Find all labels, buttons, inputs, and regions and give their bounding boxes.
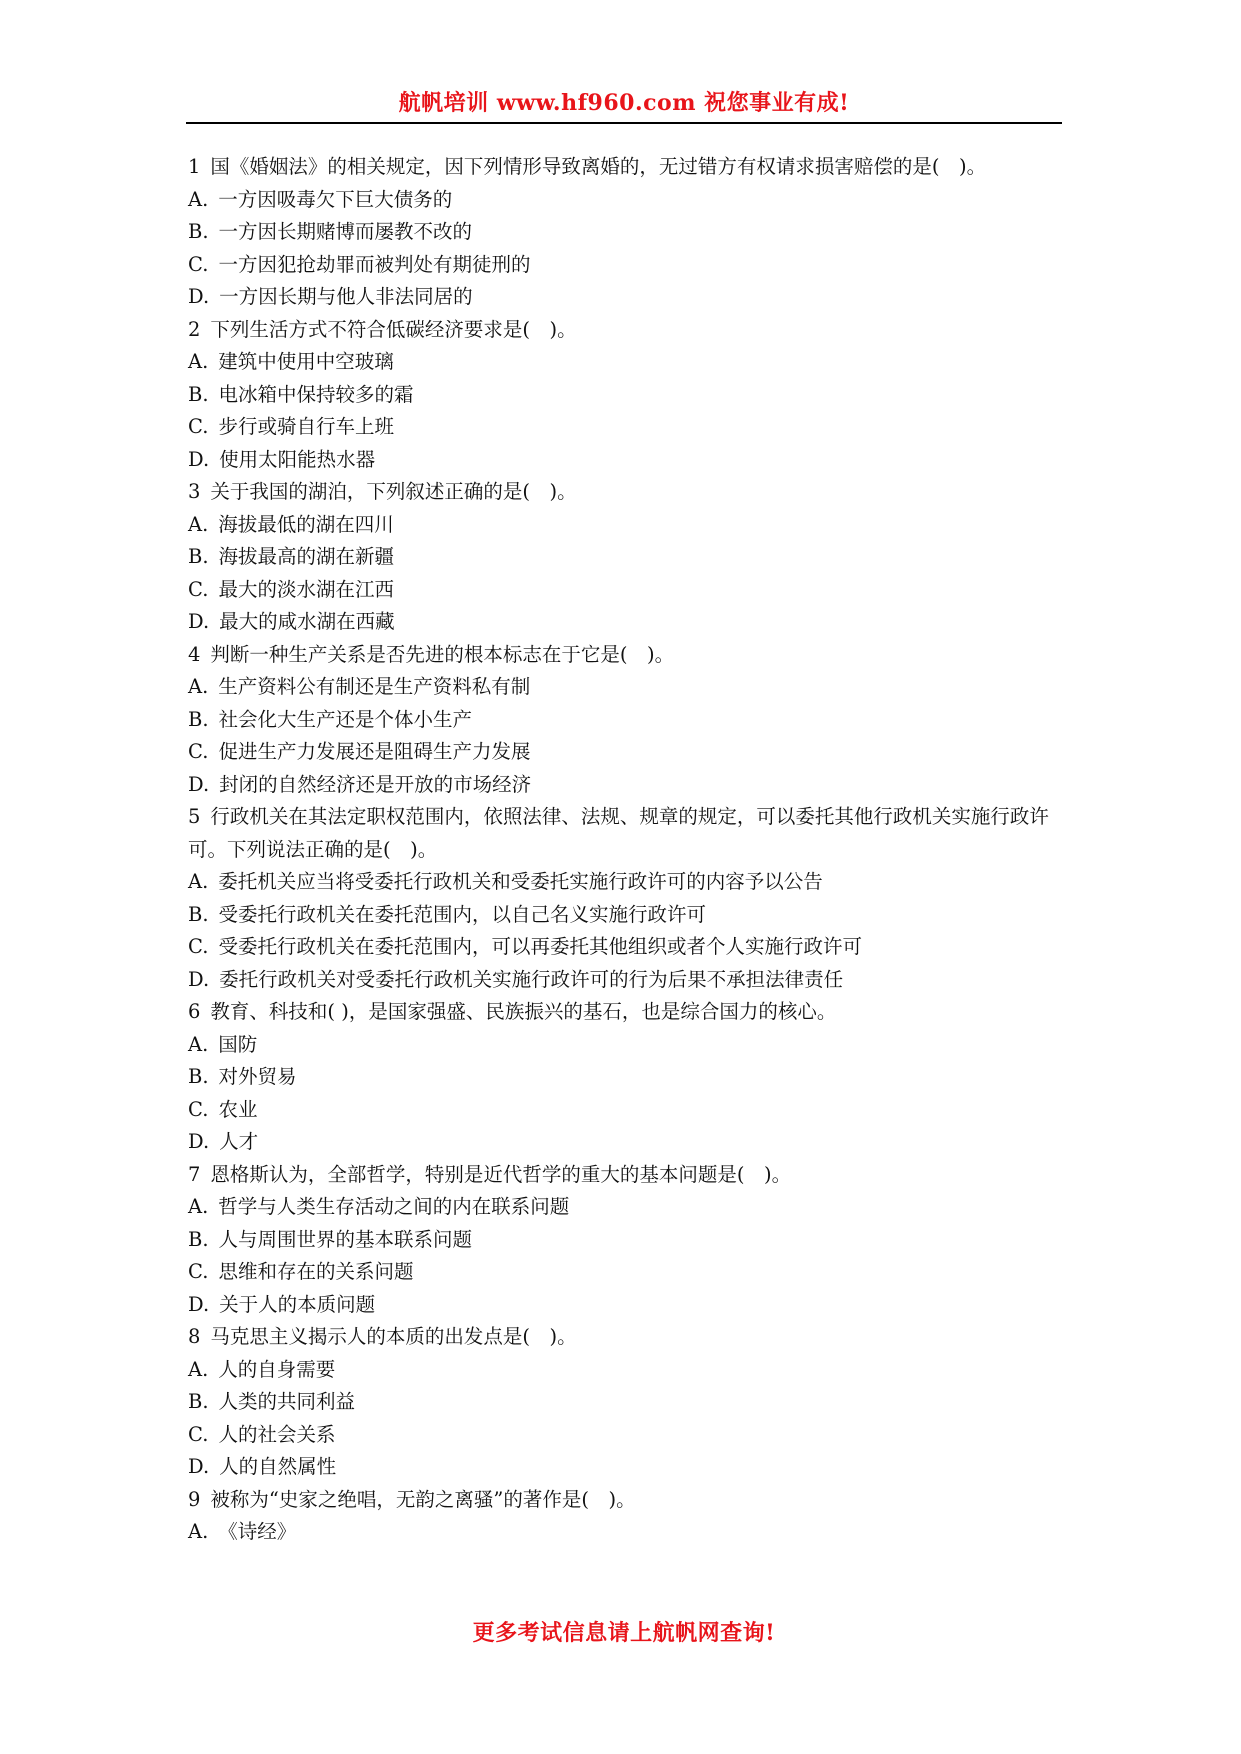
question-block [188, 639, 1068, 802]
option-letter: B. [188, 902, 209, 926]
option-text: 一方因犯抢劫罪而被判处有期徒刑的 [218, 252, 531, 276]
question-block [188, 151, 1068, 314]
question-number: 2 [188, 317, 201, 341]
answer-option [188, 704, 1068, 737]
question-number: 6 [188, 1000, 201, 1023]
option-letter: B. [188, 707, 209, 731]
question-number: 3 [188, 480, 201, 503]
option-letter: C. [188, 415, 209, 438]
answer-option [188, 1029, 1068, 1062]
option-letter: B. [188, 1390, 209, 1413]
question-stem [188, 476, 1068, 509]
option-letter: D. [188, 967, 210, 991]
option-text: 建筑中使用中空玻璃 [218, 350, 394, 373]
question-text: 下列生活方式不符合低碳经济要求是( )。 [210, 317, 577, 341]
question-text: 被称为“史家之绝唱，无韵之离骚”的著作是( )。 [210, 1487, 636, 1511]
answer-option [188, 1289, 1068, 1322]
option-letter: B. [188, 1227, 209, 1251]
question-text: 国《婚姻法》的相关规定，因下列情形导致离婚的，无过错方有权请求损害赔偿的是( )。 [210, 155, 987, 178]
answer-option [188, 509, 1068, 542]
option-letter: C. [188, 1097, 209, 1121]
answer-option [188, 541, 1068, 574]
answer-option [188, 1451, 1068, 1484]
option-text: 人的自身需要 [218, 1357, 336, 1381]
option-letter: D. [188, 610, 210, 633]
answer-option [188, 184, 1068, 217]
question-list [188, 151, 1068, 1549]
option-letter: B. [188, 1065, 209, 1088]
option-text: 受委托行政机关在委托范围内，以自己名义实施行政许可 [218, 902, 707, 926]
option-letter: C. [188, 577, 209, 601]
option-letter: A. [188, 675, 209, 698]
question-number: 9 [188, 1487, 201, 1511]
option-text: 步行或骑自行车上班 [218, 415, 394, 438]
question-text: 恩格斯认为，全部哲学，特别是近代哲学的重大的基本问题是( )。 [210, 1162, 792, 1186]
question-stem [188, 314, 1068, 347]
answer-option [188, 1126, 1068, 1159]
option-letter: A. [188, 1357, 209, 1381]
question-text: 判断一种生产关系是否先进的根本标志在于它是( )。 [210, 642, 675, 666]
question-number: 1 [188, 155, 201, 178]
question-text: 马克思主义揭示人的本质的出发点是( )。 [210, 1325, 577, 1348]
option-letter: A. [188, 1195, 209, 1218]
question-number: 7 [188, 1162, 201, 1186]
option-letter: A. [188, 350, 209, 373]
question-number: 4 [188, 642, 201, 666]
question-block [188, 476, 1068, 639]
question-stem [188, 996, 1068, 1029]
question-block [188, 1159, 1068, 1322]
question-stem [188, 801, 1068, 866]
option-text: 海拔最低的湖在四川 [218, 512, 394, 536]
answer-option [188, 281, 1068, 314]
option-text: 思维和存在的关系问题 [218, 1260, 414, 1283]
option-text: 海拔最高的湖在新疆 [218, 545, 395, 568]
question-block [188, 314, 1068, 477]
answer-option [188, 379, 1068, 412]
answer-option [188, 1516, 1068, 1549]
option-letter: D. [188, 1455, 210, 1478]
option-text: 一方因长期与他人非法同居的 [219, 285, 473, 308]
page-header: 航帆培训 www.hf960.com 祝您事业有成! [398, 90, 850, 116]
answer-option [188, 1094, 1068, 1127]
option-letter: D. [188, 1130, 210, 1153]
option-text: 关于人的本质问题 [219, 1292, 376, 1316]
answer-option [188, 574, 1068, 607]
answer-option [188, 964, 1068, 997]
option-letter: C. [188, 740, 209, 763]
answer-option [188, 1386, 1068, 1419]
option-letter: A. [188, 512, 209, 536]
option-text: 促进生产力发展还是阻碍生产力发展 [218, 740, 531, 763]
option-text: 一方因吸毒欠下巨大债务的 [218, 187, 453, 211]
option-letter: B. [188, 220, 209, 243]
option-text: 委托机关应当将受委托行政机关和受委托实施行政许可的内容予以公告 [218, 870, 823, 893]
answer-option [188, 1061, 1068, 1094]
option-letter: C. [188, 252, 209, 276]
option-text: 农业 [218, 1097, 258, 1121]
option-letter: B. [188, 545, 209, 568]
answer-option [188, 769, 1068, 802]
option-text: 一方因长期赌博而屡教不改的 [218, 220, 473, 243]
answer-option [188, 1224, 1068, 1257]
option-text: 使用太阳能热水器 [219, 447, 376, 471]
option-text: 受委托行政机关在委托范围内，可以再委托其他组织或者个人实施行政许可 [218, 935, 862, 958]
option-text: 最大的咸水湖在西藏 [219, 610, 395, 633]
option-text: 最大的淡水湖在江西 [218, 577, 394, 601]
option-text: 人的自然属性 [219, 1455, 337, 1478]
option-text: 人类的共同利益 [218, 1390, 356, 1413]
option-text: 哲学与人类生存活动之间的内在联系问题 [218, 1195, 570, 1218]
answer-option [188, 736, 1068, 769]
question-block [188, 801, 1068, 996]
option-text: 社会化大生产还是个体小生产 [218, 707, 473, 731]
option-letter: B. [188, 382, 209, 406]
answer-option [188, 931, 1068, 964]
option-text: 人与周围世界的基本联系问题 [218, 1227, 473, 1251]
answer-option [188, 1419, 1068, 1452]
option-text: 《诗经》 [218, 1520, 297, 1543]
option-text: 人才 [219, 1130, 259, 1153]
question-stem [188, 1484, 1068, 1517]
answer-option [188, 899, 1068, 932]
option-text: 委托行政机关对受委托行政机关实施行政许可的行为后果不承担法律责任 [219, 967, 844, 991]
header-divider [186, 122, 1062, 124]
option-letter: C. [188, 1422, 209, 1446]
answer-option [188, 1191, 1068, 1224]
question-text: 关于我国的湖泊，下列叙述正确的是( )。 [210, 480, 577, 503]
option-letter: D. [188, 285, 210, 308]
answer-option [188, 866, 1068, 899]
question-text: 教育、科技和( )，是国家强盛、民族振兴的基石，也是综合国力的核心。 [210, 1000, 837, 1023]
question-block [188, 996, 1068, 1159]
question-block [188, 1321, 1068, 1484]
option-letter: C. [188, 935, 209, 958]
option-letter: D. [188, 447, 210, 471]
option-letter: A. [188, 187, 209, 211]
option-text: 生产资料公有制还是生产资料私有制 [218, 675, 531, 698]
option-letter: A. [188, 1032, 209, 1056]
question-number: 8 [188, 1325, 201, 1348]
option-letter: C. [188, 1260, 209, 1283]
option-text: 封闭的自然经济还是开放的市场经济 [219, 772, 532, 796]
question-block [188, 1484, 1068, 1549]
answer-option [188, 346, 1068, 379]
answer-option [188, 216, 1068, 249]
question-stem [188, 639, 1068, 672]
option-letter: D. [188, 1292, 210, 1316]
option-letter: A. [188, 1520, 209, 1543]
answer-option [188, 444, 1068, 477]
answer-option [188, 606, 1068, 639]
question-stem [188, 1159, 1068, 1192]
answer-option [188, 1354, 1068, 1387]
option-text: 人的社会关系 [218, 1422, 336, 1446]
option-letter: D. [188, 772, 210, 796]
answer-option [188, 1256, 1068, 1289]
answer-option [188, 671, 1068, 704]
question-text: 行政机关在其法定职权范围内，依照法律、法规、规章的规定，可以委托其他行政机关实施行政许可。下列说法正确的是( )。 [188, 805, 1049, 861]
question-number: 5 [188, 805, 201, 828]
answer-option [188, 249, 1068, 282]
question-stem [188, 151, 1068, 184]
answer-option [188, 411, 1068, 444]
option-text: 对外贸易 [218, 1065, 297, 1088]
option-text: 电冰箱中保持较多的霜 [218, 382, 414, 406]
option-text: 国防 [218, 1032, 258, 1056]
question-stem [188, 1321, 1068, 1354]
option-letter: A. [188, 870, 209, 893]
page-footer: 更多考试信息请上航帆网查询! [472, 1620, 776, 1646]
